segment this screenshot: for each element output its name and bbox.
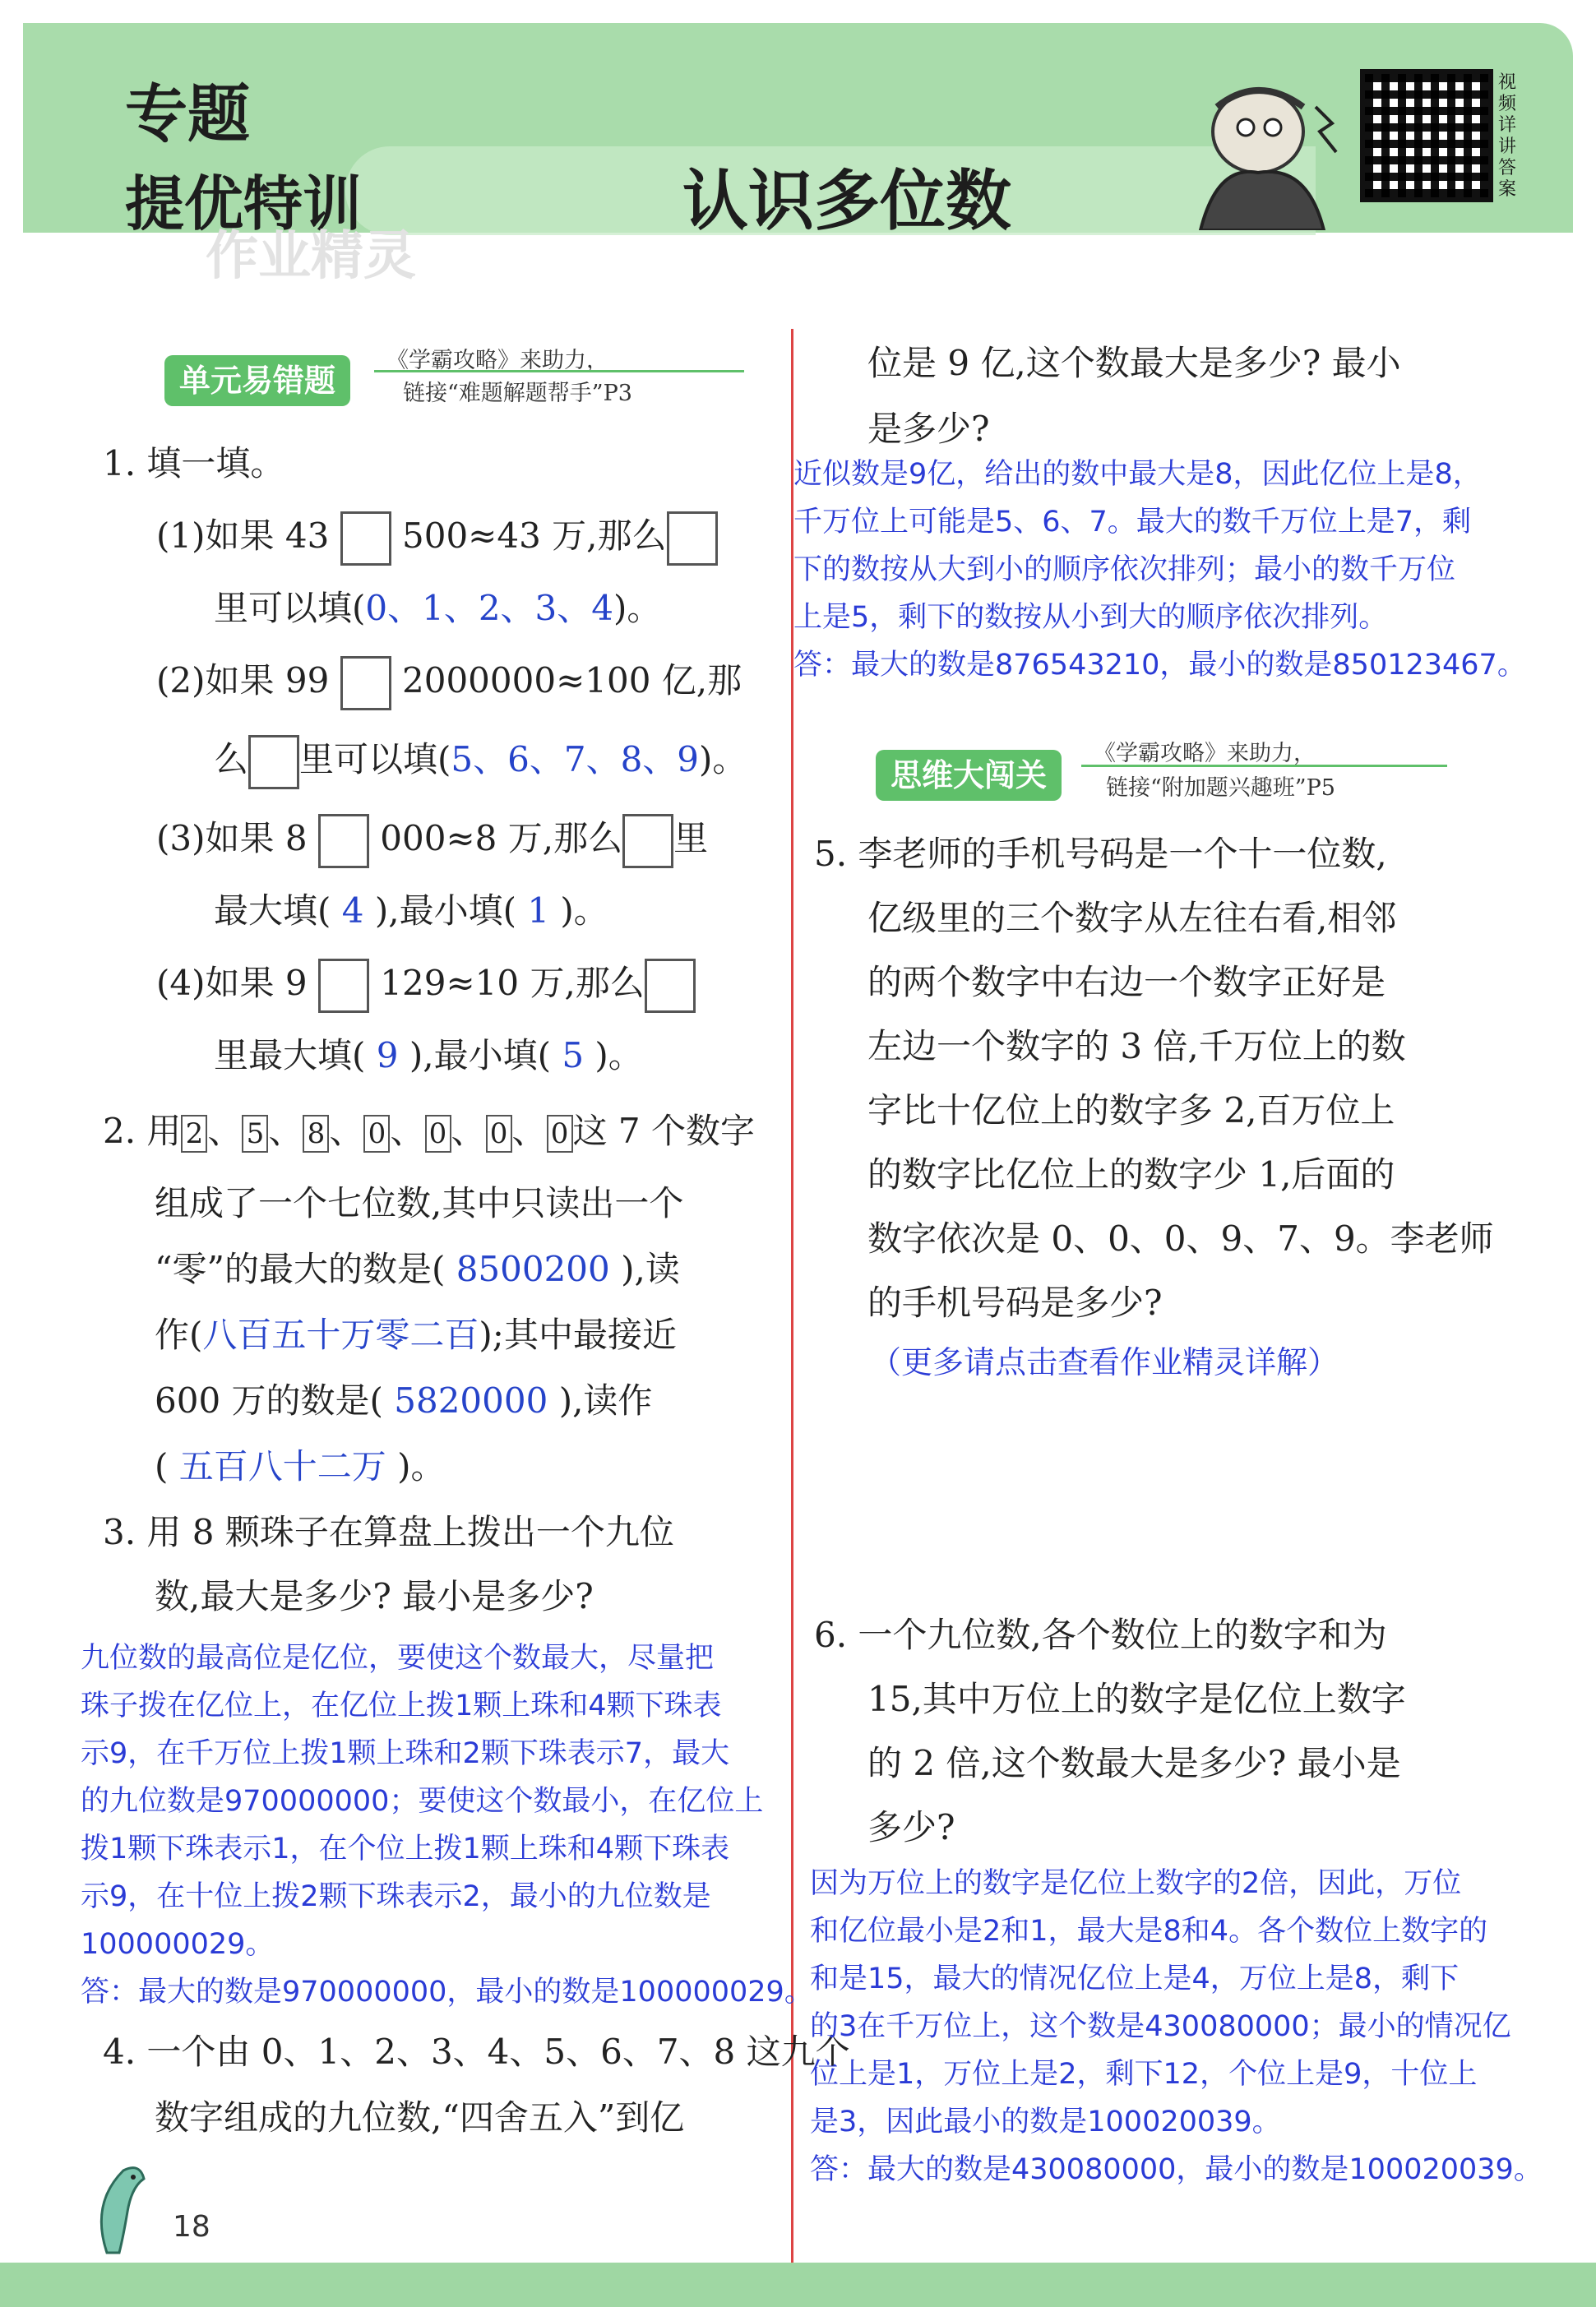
question-3-line1: 3. 用 8 颗珠子在算盘上拨出一个九位 — [103, 1512, 674, 1552]
q1-p1-text: (1)如果 43 — [156, 515, 330, 556]
q1-part2-answer: 么 里可以填(5、6、7、8、9)。 — [214, 724, 747, 796]
q6-line: 15,其中万位上的数字是亿位上数字 — [867, 1679, 1406, 1719]
digit-card: 8 — [303, 1115, 329, 1153]
blank-box — [645, 959, 696, 1013]
q6-solution — [810, 1860, 1543, 2194]
solution-line: 示9，在千万位上拨1颗上珠和2颗下珠表示7，最大 — [81, 1737, 730, 1770]
digit-card: 0 — [363, 1115, 390, 1153]
solution-line: 答：最大的数是970000000，最小的数是100000029。 — [81, 1976, 813, 2009]
answer-text: 0、1、2、3、4 — [365, 588, 613, 628]
solution-line: 的3在千万位上，这个数是430080000；最小的情况亿 — [810, 2010, 1511, 2043]
q1-p1-text: 500≈43 万,那么 — [402, 515, 667, 556]
answer-text: 五百八十二万 — [178, 1446, 386, 1486]
solution-line: 和亿位最小是2和1，最大是8和4。各个数位上数字的 — [810, 1915, 1488, 1948]
q6-line: 6. 一个九位数,各个数位上的数字和为 — [814, 1615, 1387, 1655]
section-note: 《学霸攻略》来助力， — [386, 348, 608, 373]
question-2-line6: ( 五百八十二万 )。 — [155, 1446, 446, 1486]
answer-text: 1 — [527, 890, 550, 931]
watermark: 作业精灵 — [206, 226, 416, 287]
q1-part3: (3)如果 8 000≈8 万,那么 里 — [156, 802, 708, 875]
q1-part4-answer: 里最大填( 9 ),最小填( 5 )。 — [214, 1035, 643, 1075]
question-2-line5: 600 万的数是( 5820000 ),读作 — [155, 1380, 653, 1421]
blank-box — [318, 814, 369, 868]
q1-part3-answer: 最大填( 4 ),最小填( 1 )。 — [214, 890, 608, 931]
solution-line: 近似数是9亿，给出的数中最大是8，因此亿位上是8， — [793, 458, 1482, 491]
q5-line: 数字依次是 0、0、0、9、7、9。李老师 — [867, 1218, 1494, 1259]
q5-line: 的手机号码是多少? — [867, 1283, 1163, 1323]
q5-line: 的数字比亿位上的数字少 1,后面的 — [867, 1154, 1395, 1195]
q3-solution — [81, 1634, 813, 2016]
solution-line: 位上是1，万位上是2，剩下12，个位上是9，十位上 — [810, 2058, 1478, 2091]
question-4-line4: 是多少? — [867, 409, 990, 449]
question-2-line1: 2. 用 2 、 5 、 8 、 0 、 0 、 0 、 0 这 7 个数字 — [103, 1111, 755, 1151]
solution-line: 珠子拨在亿位上，在亿位上拨1颗上珠和4颗下珠表 — [81, 1690, 722, 1722]
q1-part4: (4)如果 9 129≈10 万,那么 — [156, 947, 696, 1019]
q4-solution — [793, 451, 1526, 689]
solution-line: 因为万位上的数字是亿位上数字的2倍，因此，万位 — [810, 1867, 1462, 1900]
q5-line: 亿级里的三个数字从左往右看,相邻 — [867, 898, 1397, 938]
section-rule — [1081, 765, 1447, 767]
q5-line: 5. 李老师的手机号码是一个十一位数, — [814, 834, 1387, 874]
blank-box — [318, 959, 369, 1013]
answer-text: 5、6、7、8、9 — [451, 739, 700, 779]
page-title: 认识多位数 — [682, 163, 1011, 239]
question-2-line2: 组成了一个七位数,其中只读出一个 — [155, 1183, 684, 1223]
q1-part2: (2)如果 99 2000000≈100 亿,那 — [156, 645, 742, 717]
answer-text: 八百五十万零二百 — [202, 1315, 479, 1355]
digit-card: 5 — [242, 1115, 268, 1153]
blank-box — [667, 511, 718, 566]
solution-line: 答：最大的数是430080000，最小的数是100020039。 — [810, 2153, 1543, 2186]
question-5 — [814, 822, 1494, 1335]
header-title-line2: 提优特训 — [125, 169, 363, 238]
blank-box — [622, 814, 673, 868]
header-title-line1: 专题 — [125, 77, 250, 150]
blank-box — [340, 511, 391, 566]
question-4-line2: 数字组成的九位数,“四舍五入”到亿 — [155, 2097, 685, 2138]
digit-card: 0 — [425, 1115, 451, 1153]
q1-p1-text: 里可以填( — [214, 588, 366, 628]
question-3-line2: 数,最大是多少? 最小是多少? — [155, 1576, 594, 1616]
digit-card: 2 — [181, 1115, 207, 1153]
solution-line: 示9，在十位上拨2颗下珠表示2，最小的九位数是 — [81, 1880, 711, 1913]
solution-line: 的九位数是970000000；要使这个数最小，在亿位上 — [81, 1785, 764, 1818]
more-details-link[interactable]: （更多请点击查看作业精灵详解） — [870, 1344, 1339, 1380]
q6-line: 的 2 倍,这个数最大是多少? 最小是 — [867, 1743, 1401, 1783]
solution-line: 答：最大的数是876543210，最小的数是850123467。 — [793, 649, 1526, 682]
solution-line: 上是5，剩下的数按从小到大的顺序依次排列。 — [793, 601, 1388, 634]
qr-label: 视频详讲答案 — [1497, 72, 1516, 200]
solution-line: 拨1颗下珠表示1，在个位上拨1颗上珠和4颗下珠表 — [81, 1833, 730, 1865]
q5-line: 的两个数字中右边一个数字正好是 — [867, 962, 1386, 1002]
q6-line: 多少? — [867, 1807, 955, 1847]
solution-line: 是3，因此最小的数是100020039。 — [810, 2106, 1281, 2138]
question-1-title: 1. 填一填。 — [103, 443, 285, 483]
answer-text: 5 — [562, 1035, 585, 1075]
question-2-line3: “零”的最大的数是( 8500200 ),读 — [155, 1249, 680, 1289]
section-note: 《学霸攻略》来助力， — [1094, 741, 1316, 766]
dolphin-icon — [82, 2154, 156, 2261]
section-badge-thinking: 思维大闯关 — [876, 750, 1062, 801]
blank-box — [248, 735, 299, 789]
section-note: 链接“附加题兴趣班”P5 — [1106, 775, 1335, 801]
mascot-illustration — [1168, 74, 1340, 230]
q1-part1-answer: 里可以填(0、1、2、3、4)。 — [214, 588, 662, 628]
solution-line: 下的数按从大到小的顺序依次排列；最小的数千万位 — [793, 553, 1456, 586]
digit-card: 0 — [486, 1115, 512, 1153]
q5-line: 字比十亿位上的数字多 2,百万位上 — [867, 1090, 1395, 1130]
solution-line: 九位数的最高位是亿位，要使这个数最大，尽量把 — [81, 1642, 715, 1675]
qr-code-icon[interactable] — [1360, 69, 1493, 202]
question-4-line1: 4. 一个由 0、1、2、3、4、5、6、7、8 这九个 — [103, 2032, 850, 2072]
digit-card: 0 — [547, 1115, 573, 1153]
answer-text: 8500200 — [456, 1249, 610, 1289]
answer-text: 5820000 — [394, 1380, 548, 1421]
page-number: 18 — [173, 2210, 210, 2244]
solution-line: 千万位上可能是5、6、7。最大的数千万位上是7，剩 — [793, 506, 1472, 539]
question-2-line4: 作(八百五十万零二百);其中最接近 — [155, 1315, 677, 1355]
question-4-line3: 位是 9 亿,这个数最大是多少? 最小 — [867, 343, 1401, 383]
section-rule — [374, 370, 744, 372]
answer-text: 4 — [341, 890, 364, 931]
question-6 — [814, 1603, 1406, 1860]
footer-bar — [0, 2263, 1596, 2307]
solution-line: 和是15，最大的情况亿位上是4，万位上是8，剩下 — [810, 1963, 1460, 1995]
q5-line: 左边一个数字的 3 倍,千万位上的数 — [867, 1026, 1406, 1066]
section-badge-errors: 单元易错题 — [164, 355, 350, 406]
solution-line: 100000029。 — [81, 1928, 275, 1961]
blank-box — [340, 656, 391, 710]
q1-part1 — [156, 500, 718, 572]
answer-text: 9 — [376, 1035, 399, 1075]
section-note: 链接“难题解题帮手”P3 — [403, 381, 632, 406]
